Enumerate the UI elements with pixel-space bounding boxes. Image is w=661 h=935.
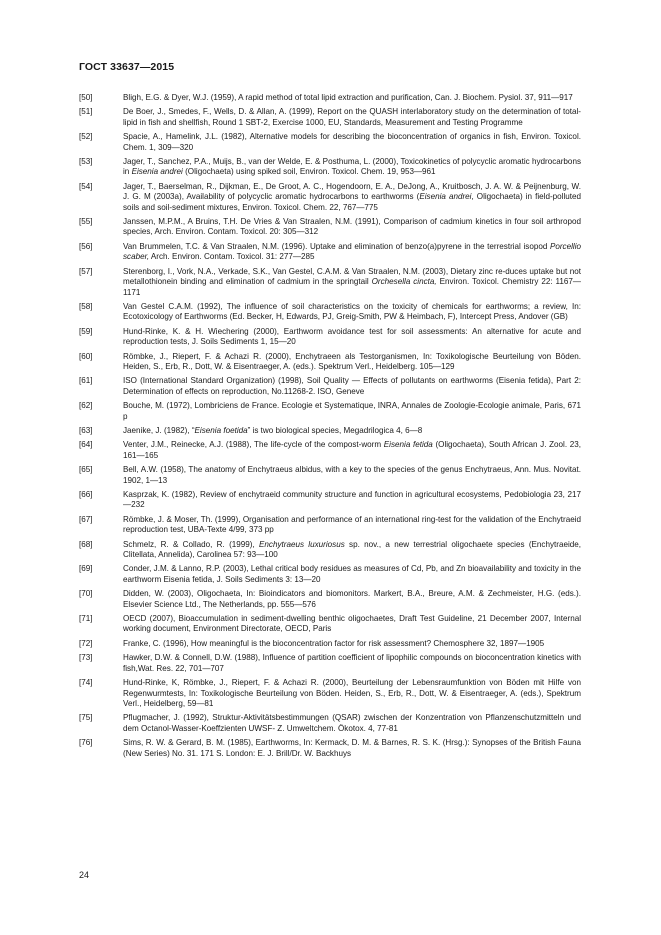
reference-text [123,440,581,461]
reference-text-segment: Arch. Environ. Contam. Toxicol. 31: 277—285 [149,252,315,262]
reference-item [79,589,581,610]
reference-text-segment: Spacie, A., Hamelink, J.L. (1982), Alternative models for describing the bioconcentration of organics in fish, Environ. Toxicol. Chem. 1, 309—320 [123,132,581,152]
reference-text-segment: Bell, A.W. (1958), The anatomy of Enchytraeus albidus, with a key to the species of the genus Enchytraeus, Ann. Mus. Novitat. 1902, 1—13 [123,465,581,485]
reference-text-segment: Schmelz, R. & Collado, R. (1999), [123,539,260,549]
reference-number: [70] [79,589,93,599]
reference-text-segment: ISO (International Standard Organization) (1998), Soil Quality — Effects of pollutants on earthworms (Eisenia fetida), Part 2: Determination of effects on reproduction, No.11268-2. ISO, Geneve [123,376,581,396]
reference-item [79,653,581,674]
reference-text-segment: Van Brummelen, T.C. & Van Straalen, N.M. (1996). Uptake and elimination of benzo(a)pyrene in the terrestrial isopod [123,241,550,251]
reference-number: [65] [79,465,93,475]
reference-text-segment: Van Gestel C.A.M. (1992), The influence of soil characteristics on the toxicity of chemicals for earthworms; a review, In: Ecotoxicology of Earthworms (Ed. Becker, H, Edwards, PJ, Greig-Smith, PW & Heimbach, F), Intercept Press, Andover (GB) [123,301,581,322]
reference-item [79,182,581,213]
reference-item [79,132,581,153]
reference-text [123,426,581,436]
species-name-italic: Eisenia foetida [194,425,248,435]
reference-text [123,639,581,649]
reference-text [123,540,581,561]
reference-number: [76] [79,738,93,748]
reference-number: [52] [79,132,93,142]
reference-text-segment: (Oligochaeta) using spiked soil, Environ. Toxicol. Chem. 19, 953—961 [182,167,436,177]
reference-number: [59] [79,326,93,336]
reference-number: [58] [79,301,93,311]
reference-text-segment: Kasprzak, K. (1982), Review of enchytraeid community structure and function in agricultural ecosystems, Pedobiologia 23, 217—232 [123,490,581,510]
reference-text [123,465,581,486]
reference-text [123,302,581,323]
reference-text-segment: Sterenborg, I., Vork, N.A., Verkade, S.K., Van Gestel, C.A.M. & Van Straalen, N.M. (2003), Dietary zinc re-duces uptake but not metallothionein binding and elimination of cadmium in the springtail [123,266,581,287]
reference-item [79,490,581,511]
reference-number: [69] [79,564,93,574]
reference-number: [71] [79,614,93,624]
reference-text-segment: Hawker, D.W. & Connell, D.W. (1988), Influence of partition coefficient of lipophilic compounds on bioconcentration kinetics with fish,Wat. Res. 22, 701—707 [123,653,581,673]
reference-item [79,639,581,649]
reference-item [79,302,581,323]
reference-item [79,401,581,422]
reference-text-segment: , Oligochaeta) in field-polluted soils and soil-sediment mixtures, Environ. Toxicol. Chem. 22, 767—775 [123,192,581,212]
page-number: 24 [79,870,90,880]
reference-number: [53] [79,157,93,167]
reference-text-segment: Venter, J.M., Reinecke, A.J. (1988), The life-cycle of the compost-worm [123,440,384,450]
reference-text-segment: Franke, C. (1996), How meaningful is the bioconcentration factor for risk assessment? Chemosphere 32, 1897—1905 [123,638,545,648]
reference-text-segment: Bouche, M. (1972), Lombriciens de France. Ecologie et Systematique, INRA, Annales de Zoologie-Ecologie animale, Paris, 671 p [123,401,581,421]
reference-number: [54] [79,181,93,191]
species-name-italic: Orchesella cincta, [371,277,437,287]
reference-item [79,267,581,298]
reference-item [79,217,581,238]
reference-text [123,157,581,178]
reference-number: [61] [79,376,93,386]
reference-text [123,515,581,536]
reference-text [123,738,581,759]
reference-text [123,242,581,263]
reference-item [79,93,581,103]
reference-text [123,678,581,709]
reference-text-segment: Environ. Toxicol. Chemistry 22: 1167—1171 [123,277,582,297]
reference-item [79,678,581,709]
reference-item [79,540,581,561]
reference-item [79,327,581,348]
reference-number: [75] [79,713,93,723]
reference-text-segment: Bligh, E.G. & Dyer, W.J. (1959), A rapid method of total lipid extraction and purification, Can. J. Biochem. Pysiol. 37, 911—917 [123,93,573,102]
reference-number: [74] [79,678,93,688]
reference-list [79,93,581,763]
reference-text-segment: Jaenike, J. (1982), “ [123,425,195,435]
reference-number: [66] [79,490,93,499]
species-name-italic: Eisenia andrei [131,167,183,177]
species-name-italic: Eisenia fetida [383,440,433,450]
reference-number: [55] [79,217,93,227]
reference-text-segment: Römbke, J., Riepert, F. & Achazi R. (2000), Enchytraeen als Testorganismen, In: Toxikologische Beurteilung von Böden. Heiden, S., Erb, R., Dott, W. & Eisentraeger, A. (eds.). Spektrum Verl., Heidelberg. 105—129 [123,351,581,371]
reference-item [79,738,581,759]
reference-number: [50] [79,93,93,102]
reference-text-segment: Didden, W. (2003), Oligochaeta, In: Bioindicators and biomonitors. Markert, B.A., Breure, A.M. & Zechmeister, H.G. (eds.). Elsevier Science Ltd., The Netherlands, pp. 555—576 [123,589,581,609]
reference-text [123,132,581,153]
reference-number: [60] [79,351,93,361]
reference-text [123,352,581,373]
reference-text [123,217,581,238]
reference-number: [56] [79,241,93,251]
reference-text-segment: Janssen, M.P.M., A Bruins, T.H. De Vries & Van Straalen, N.M. (1991), Comparison of cadmium kinetics in four soil arthropod species, Arch. Environ. Contam. Toxicol. 20: 305—312 [123,217,581,237]
reference-item [79,614,581,635]
reference-number: [57] [79,266,93,276]
reference-text [123,653,581,674]
reference-item [79,376,581,397]
reference-text-segment: Pflugmacher, J. (1992), Struktur-Aktivitätsbestimmungen (QSAR) zwischen der Konzentration von Pflanzenschutzmitteln und dem Octanol-Wasser-Koeffzienten UWSF- Z. Umweltchem. Ökotox. 4, 77-81 [123,713,581,733]
species-name-italic: Enchytraeus luxuriosus [259,539,345,549]
reference-text-segment: OECD (2007), Bioaccumulation in sediment-dwelling benthic oligochaetes, Draft Test Guideline, 21 December 2007, Internal working document, Environment Directorate, OECD, Paris [123,614,581,634]
reference-text-segment: sp. nov., a new terrestrial oligochaete species (Enchytraeide, Clitellata, Annelida), Carolinea 57: 93—100 [123,539,582,560]
reference-item [79,426,581,436]
reference-number: [72] [79,638,93,648]
reference-text-segment: Römbke, J. & Moser, Th. (1999), Organisation and performance of an international ring-test for the validation of the Enchytraeid reproduction test, UBA-Texte 4/99, 373 pp [123,514,581,535]
reference-item [79,352,581,373]
reference-item [79,440,581,461]
reference-item [79,107,581,128]
reference-number: [63] [79,425,93,435]
reference-number: [67] [79,514,93,524]
reference-text [123,376,581,397]
reference-number: [62] [79,401,93,411]
reference-number: [73] [79,653,93,663]
reference-text-segment: Conder, J.M. & Lanno, R.P. (2003), Lethal critical body residues as measures of Cd, Pb, and Zn bioavailability and toxicity in the earthworm Eisenia fetida, J. Soils Sediments 3: 13—20 [123,564,581,584]
reference-text [123,490,581,511]
reference-text [123,564,581,585]
reference-item [79,465,581,486]
reference-text [123,182,581,213]
reference-text-segment: Jager, T., Sanchez, P.A., Muijs, B., van der Welde, E. & Posthuma, L. (2000), Toxicokinetics of polycyclic aromatic hydrocarbons in [123,157,581,177]
reference-text-segment: De Boer, J., Smedes, F., Wells, D. & Allan, A. (1999), Report on the QUASH interlaboratory study on the determination of total-lipid in fish and shellfish, Round 1 SBT-2, Exercise 1000, EU, Standards, Measurement and Testing Programme [123,107,581,127]
reference-item [79,157,581,178]
standard-header: ГОСТ 33637—2015 [79,61,175,73]
reference-text [123,327,581,348]
reference-text [123,713,581,734]
reference-text-segment: Hund-Rinke, K. & H. Wiechering (2000), Earthworm avoidance test for soil assessments: An alternative for acute and reproduction tests, J. Soils Sediments 1, 15—20 [123,326,581,347]
reference-text [123,107,581,128]
reference-item [79,713,581,734]
reference-text-segment: Hund-Rinke, K, Römbke, J., Riepert, F. & Achazi R. (2000), Beurteilung der Lebensraumfunktion von Böden mit Hilfe von Regenwurmtests, In: Toxikologische Beurteilung von Böden. Heiden, S., Erb, R., Dott, W. & Eisentraeger, A. (eds.), Spektrum Verl., Heidelberg, 59—81 [123,678,581,708]
reference-text [123,267,581,298]
reference-number: [68] [79,539,93,549]
reference-number: [51] [79,107,93,117]
reference-item [79,564,581,585]
reference-number: [64] [79,440,93,450]
reference-text [123,614,581,635]
species-name-italic: Eisenia andrei [419,192,472,202]
reference-text-segment: (Oligochaeta), South African J. Zool. 23, 161—165 [123,440,581,460]
reference-text [123,93,581,103]
reference-text-segment: Jager, T., Baerselman, R., Dijkman, E., De Groot, A. C., Hogendoorn, E. A., DeJong, A., Kruitbosch, J. A. W. & Peijnenburg, W. J. G. M (2003a), Availability of polycyclic aromatic hydrocarbons to earthworms ( [123,181,581,202]
reference-text [123,589,581,610]
reference-text-segment: Sims, R. W. & Gerard, B. M. (1985), Earthworms, In: Kermack, D. M. & Barnes, R. S. K. (Hrsg.): Synopses of the British Fauna (New Series) No. 31. 171 S. London: E. J. Brill/Dr. W. Backhuys [123,738,581,758]
reference-text [123,401,581,422]
reference-item [79,242,581,263]
reference-item [79,515,581,536]
reference-text-segment: ” is two biological species, Megadrilogica 4, 6—8 [247,425,423,435]
species-name-italic: Porcellio scaber, [123,241,581,262]
